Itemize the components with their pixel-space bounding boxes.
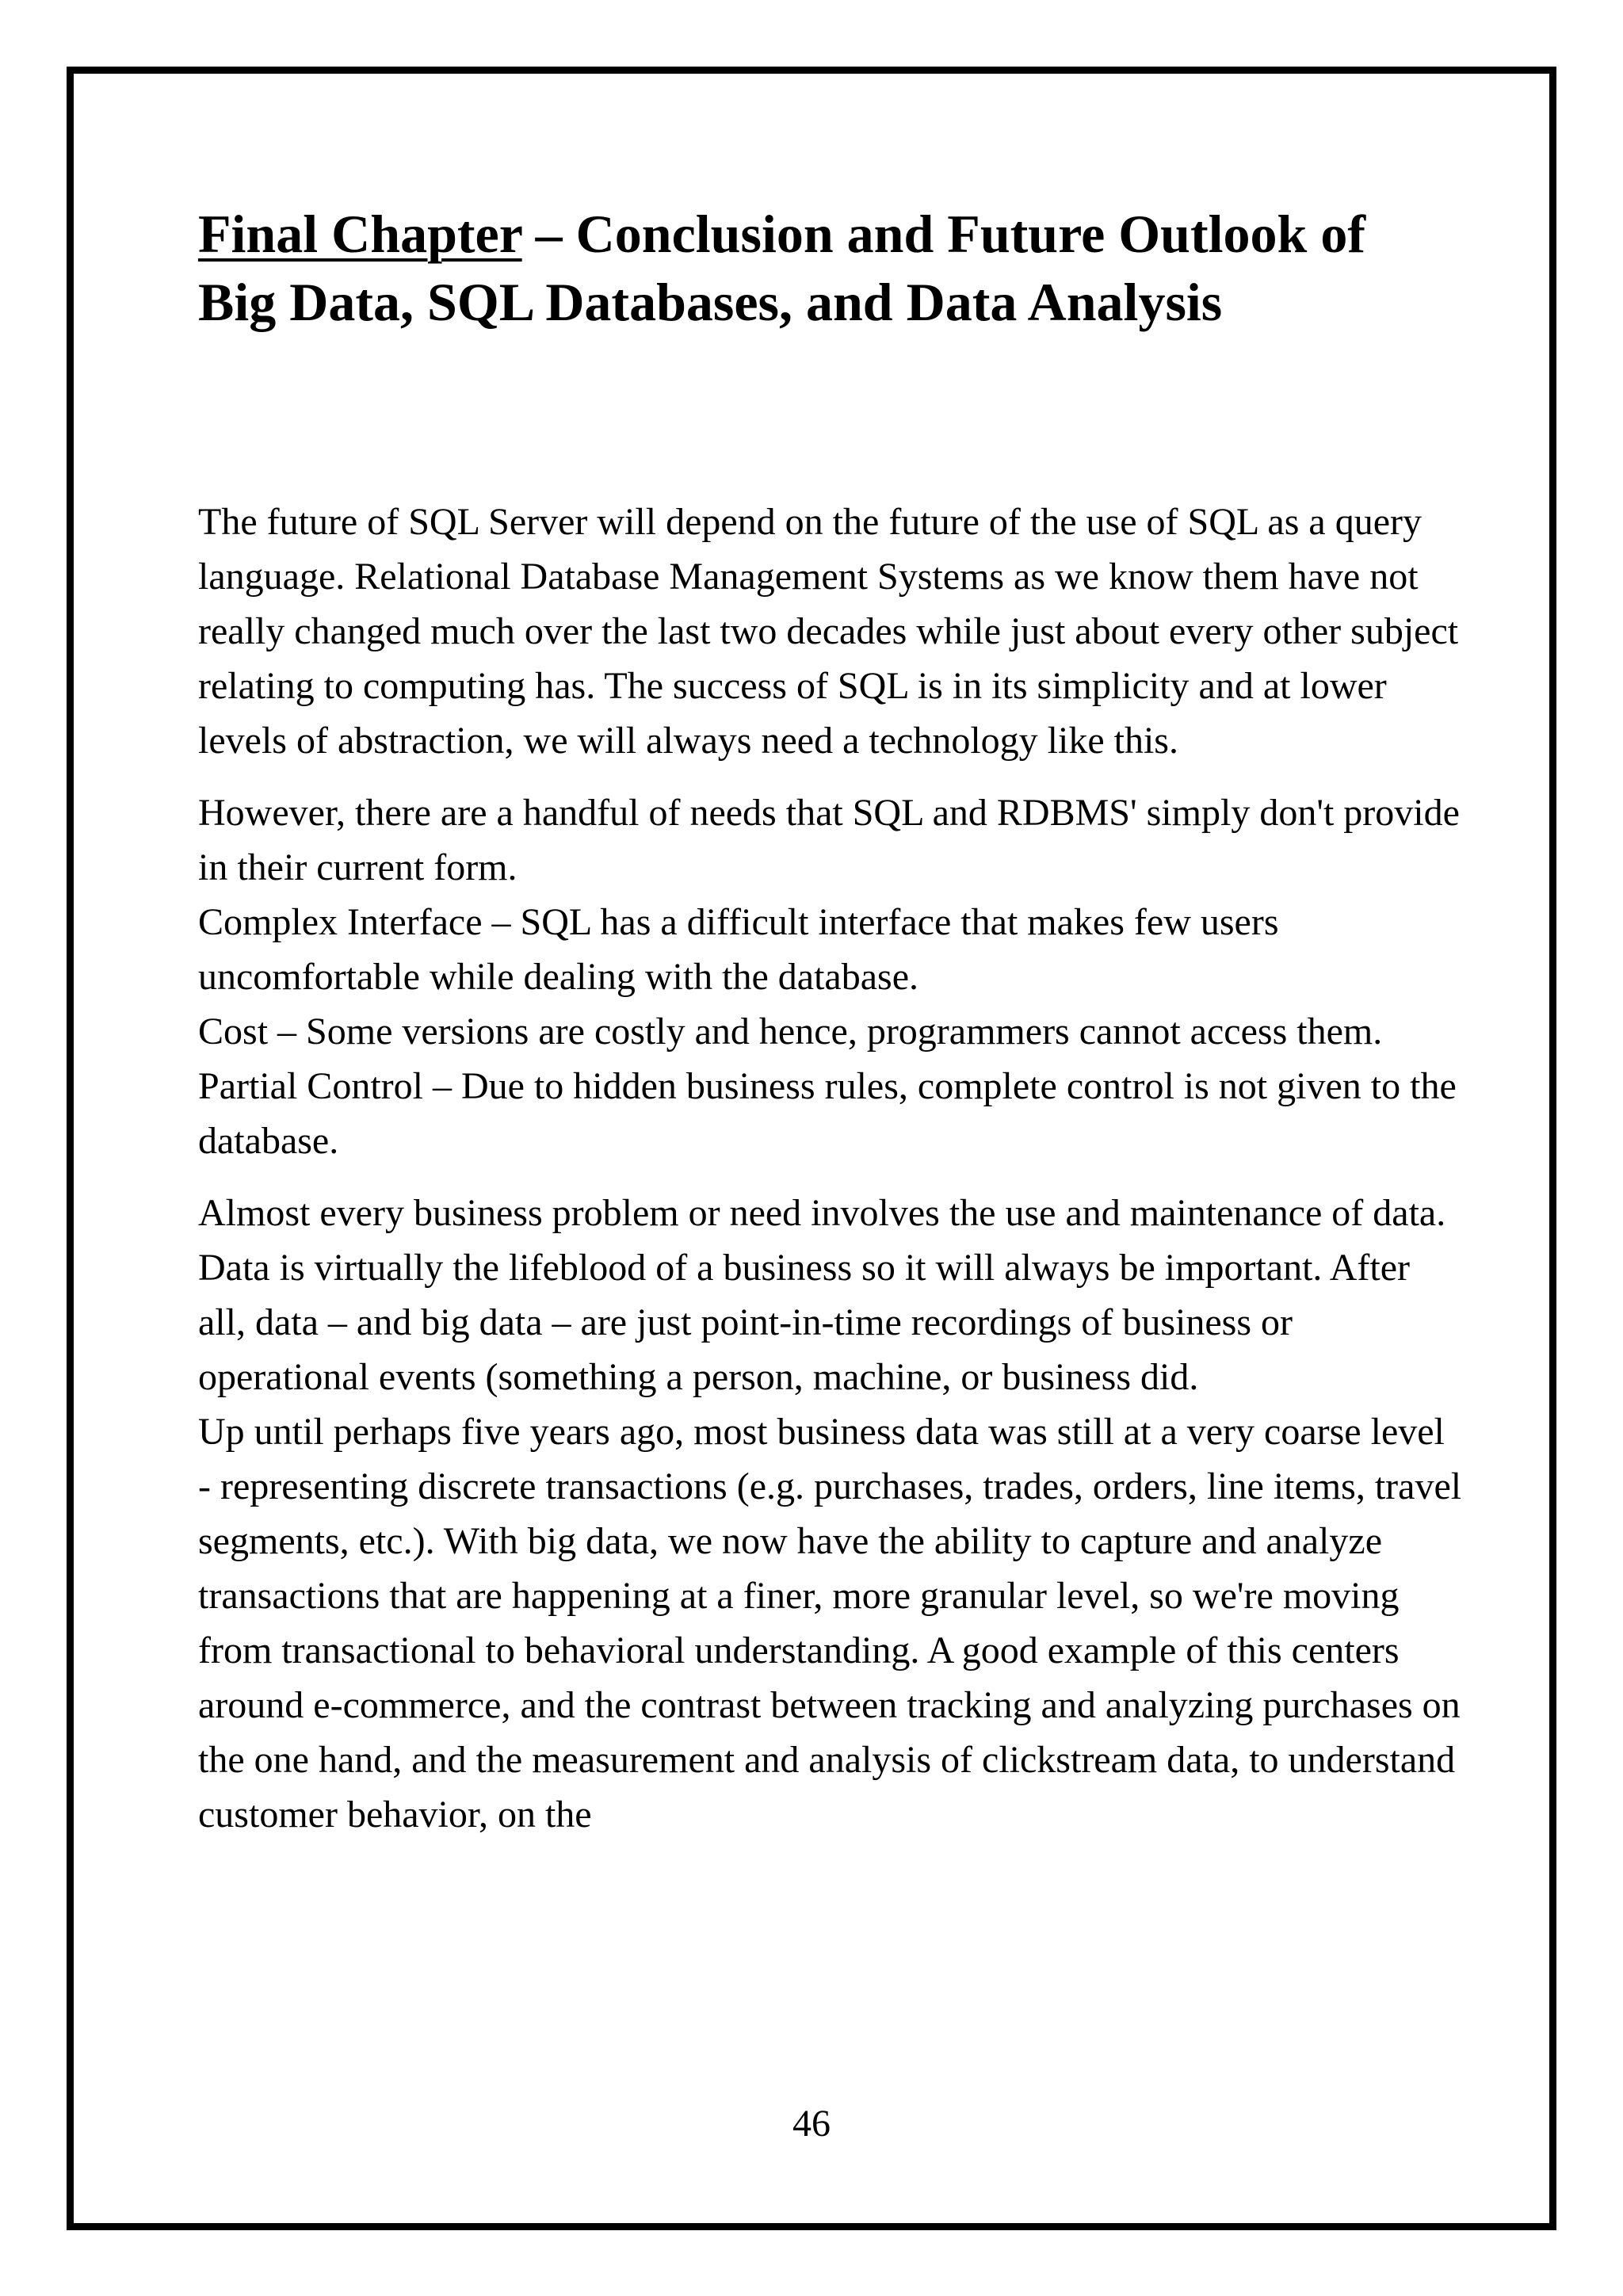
page-number: 46 (792, 2103, 831, 2145)
paragraph-cost: Cost – Some versions are costly and hence, programmers cannot access them. (198, 1010, 1383, 1052)
chapter-heading (198, 200, 1450, 336)
body-text (198, 495, 1466, 1842)
paragraph-partial-control: Partial Control – Due to hidden business rules, complete control is not given to the database. (198, 1065, 1457, 1162)
paragraph-big-data-granularity: Up until perhaps five years ago, most business data was still at a very coarse level - representing discrete transactions (e.g. purchases, trades, orders, line items, travel segments, etc.). With big data, we now have the ability to capture and analyze transactions that are happening at a finer, more granular level, so we're moving from transactional to behavioral understanding. A good example of this centers around e-commerce, and the contrast between tracking and analyzing purchases on the one hand, and the measurement and analysis of clickstream data, to understand customer behavior, on the (198, 1411, 1462, 1836)
paragraph-complex-interface: Complex Interface – SQL has a difficult interface that makes few users uncomfortable while dealing with the database. (198, 901, 1279, 998)
paragraph-needs-intro: However, there are a handful of needs that SQL and RDBMS' simply don't provide in their current form. (198, 792, 1460, 888)
paragraph-business-data: Almost every business problem or need involves the use and maintenance of data. Data is virtually the lifeblood of a business so it will always be important. After all, data – and big data – are just point-in-time recordings of business or operational events (something a person, machine, or business did. (198, 1192, 1446, 1398)
paragraph-sql-future: The future of SQL Server will depend on the future of the use of SQL as a query language. Relational Database Management Systems as we know them have not really changed much over the last two decades while just about every other subject relating to computing has. The success of SQL is in its simplicity and at lower levels of abstraction, we will always need a technology like this. (198, 501, 1459, 762)
chapter-title: – Conclusion and Future Outlook of Big Data, SQL Databases, and Data Analysis (198, 204, 1365, 332)
chapter-label: Final Chapter (198, 204, 522, 264)
